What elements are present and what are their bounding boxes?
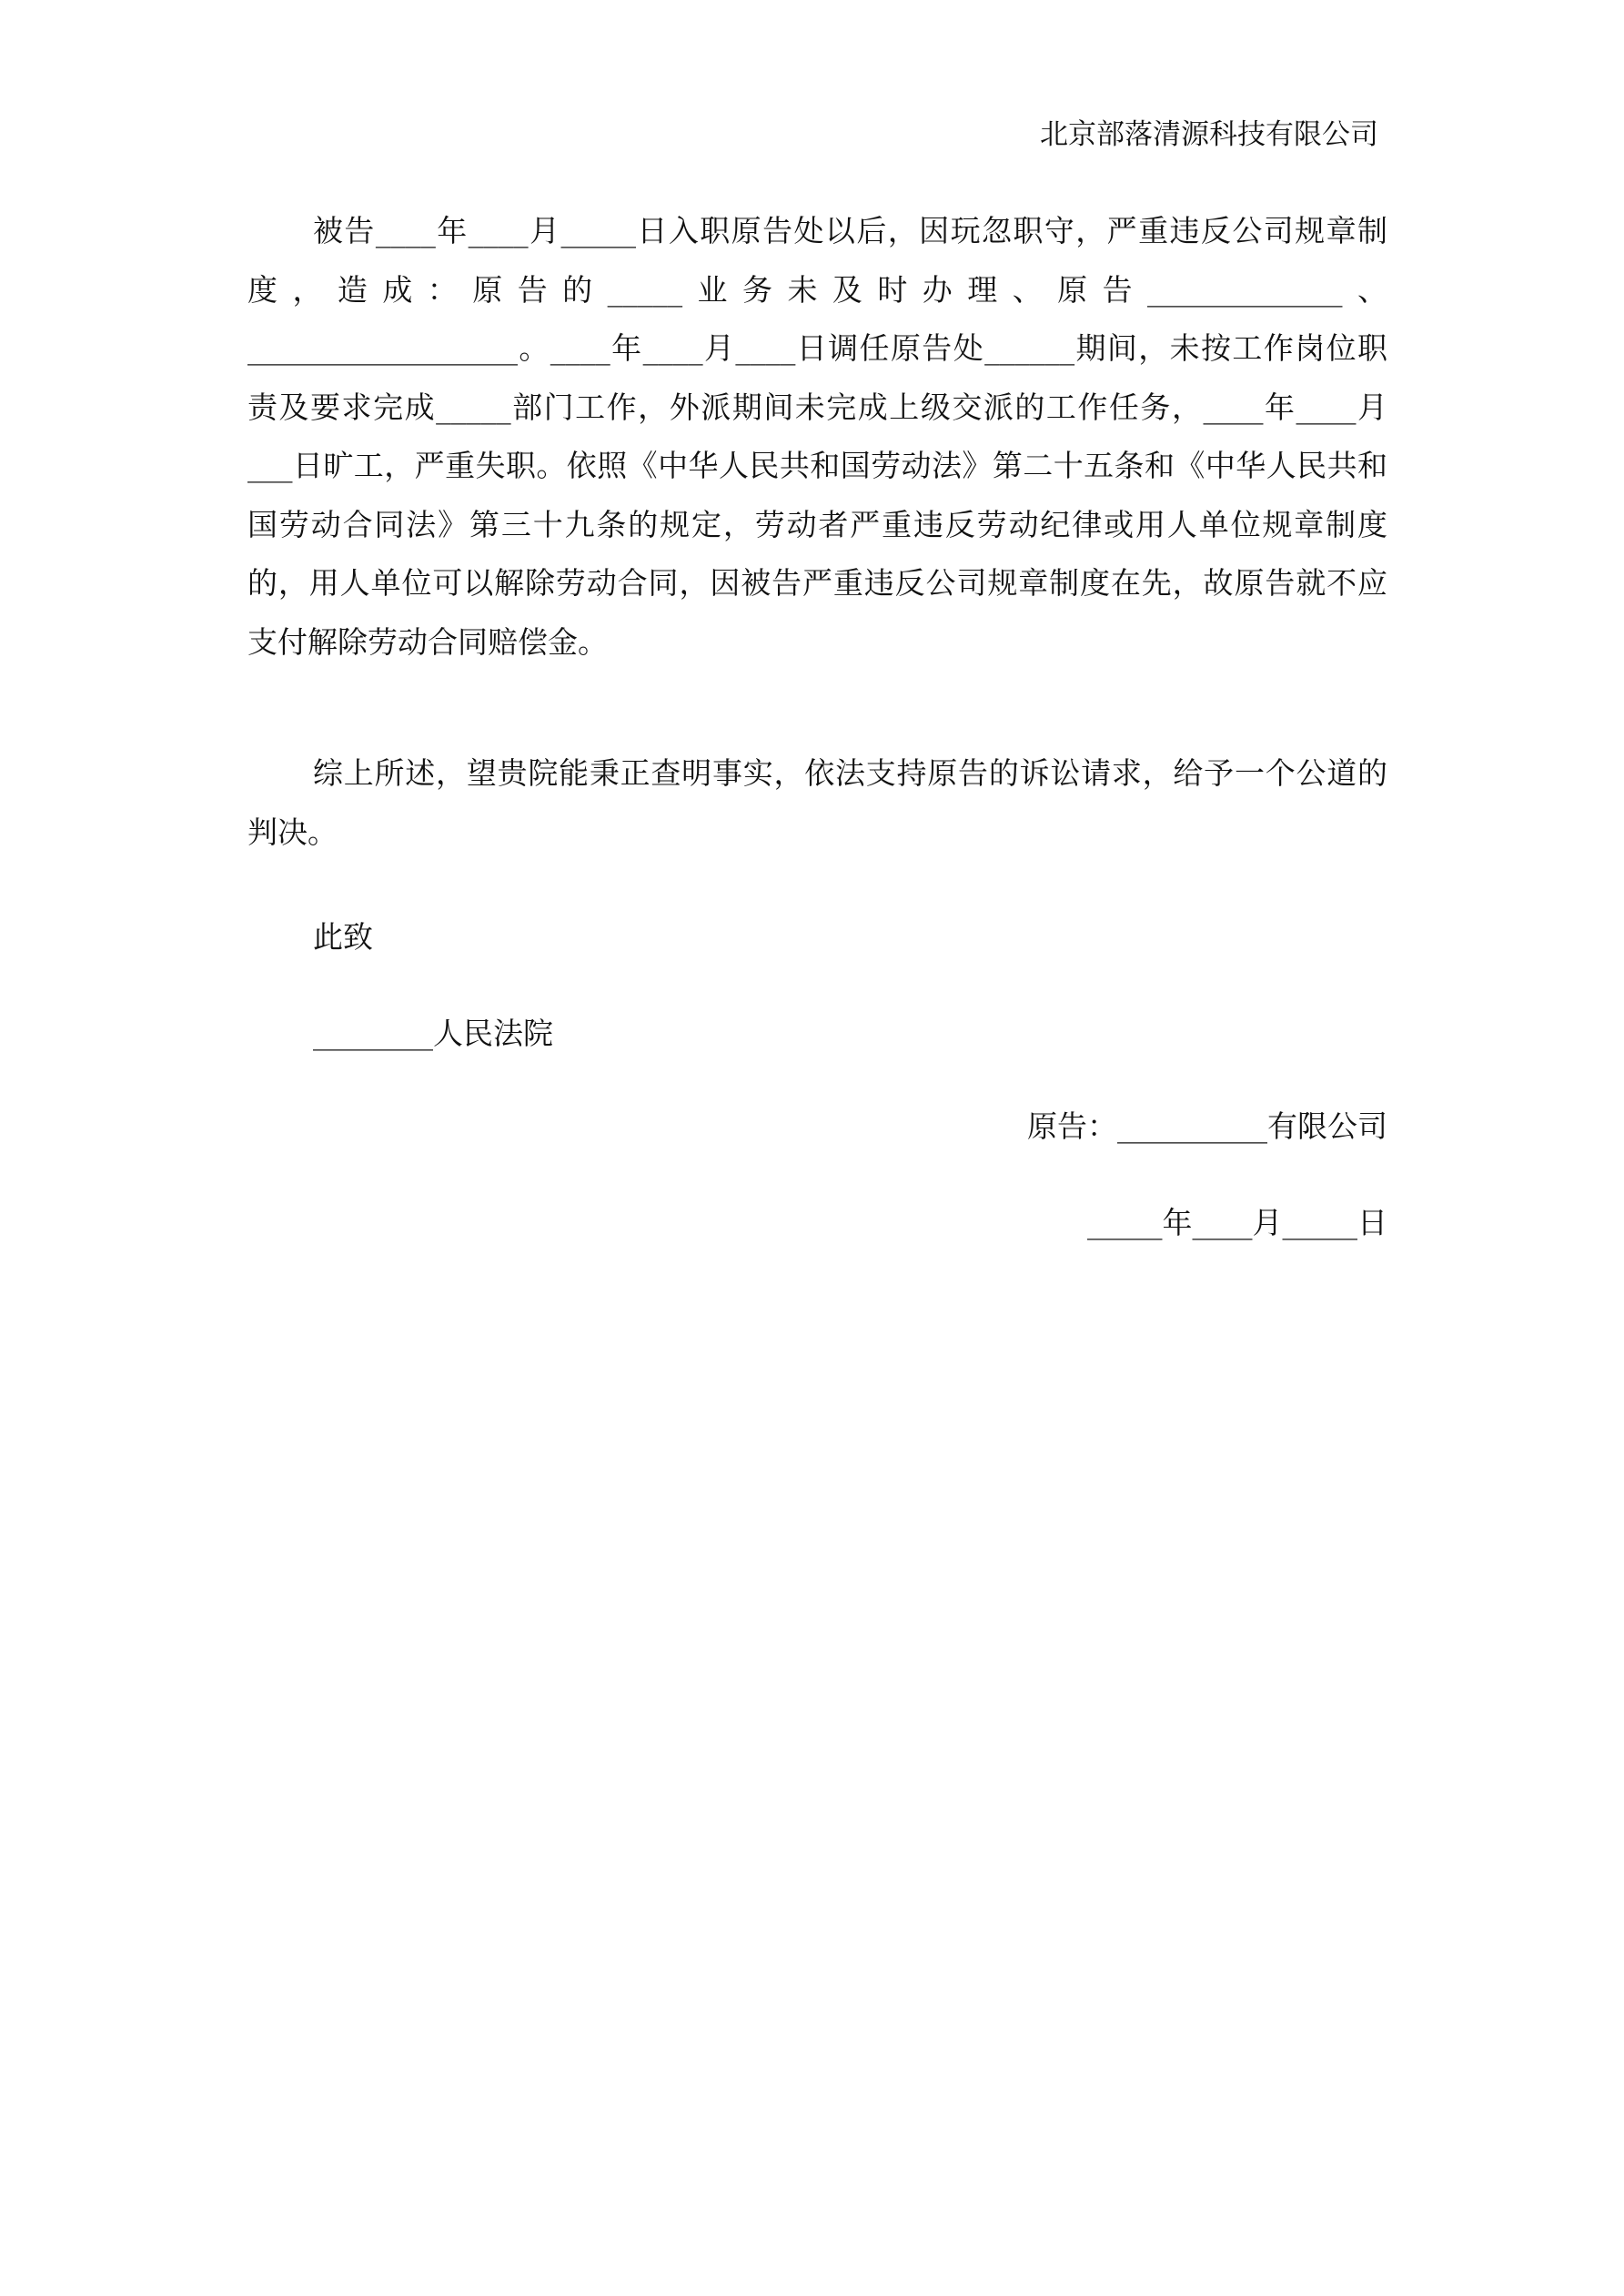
- paragraph-facts: 被告____年____月_____日入职原告处以后，因玩忽职守，严重违反公司规章制度，造成：原告的_____业务未及时办理、原告_____________、__________________。____年____月____日调任原告处______期间，未按工作岗位职责及要求完成_____部门工作，外派期间未完成上级交派的工作任务，____年____月___日旷工，严重失职。依照《中华人民共和国劳动法》第二十五条和《中华人民共和国劳动合同法》第三十九条的规定，劳动者严重违反劳动纪律或用人单位规章制度的，用人单位可以解除劳动合同，因被告严重违反公司规章制度在先，故原告就不应支付解除劳动合同赔偿金。: [247, 213, 1387, 660]
- plaintiff-signature: 原告：__________有限公司: [1027, 1108, 1387, 1144]
- signature-date: _____年____月_____日: [1087, 1205, 1387, 1240]
- court-name: ________人民法院: [313, 1016, 553, 1051]
- salutation: 此致: [313, 919, 373, 955]
- paragraph-conclusion: 综上所述，望贵院能秉正查明事实，依法支持原告的诉讼请求，给予一个公道的判决。: [247, 755, 1387, 850]
- header-company-name: 北京部落清源科技有限公司: [1040, 118, 1378, 151]
